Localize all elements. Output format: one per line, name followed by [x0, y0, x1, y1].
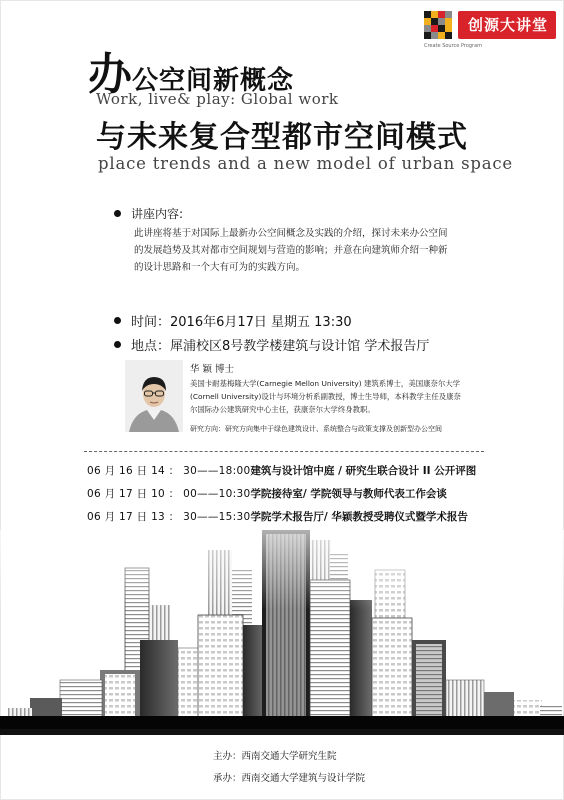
title-line-1-rest: 公空间新概念	[132, 66, 295, 96]
lecture-description	[134, 225, 464, 276]
speaker-photo	[125, 360, 183, 432]
schedule-event: 建筑与设计馆中庭 / 研究生联合设计 II 公开评图	[250, 465, 477, 477]
schedule-row	[87, 486, 476, 509]
lecture-heading-text: 讲座内容:	[131, 207, 184, 221]
lecture-time	[114, 311, 352, 330]
schedule-time: 06 月 17 日 10 ： 00——10:30	[87, 488, 251, 500]
desc-line: 的发展趋势及其对都市空间规划与营造的影响；并意在向建筑师介绍一种新	[134, 245, 448, 256]
schedule-row	[87, 463, 476, 486]
schedule-event: 学院学术报告厅/ 华颖教授受聘仪式暨学术报告	[250, 511, 468, 523]
logo-caption: Create Source Program	[423, 43, 483, 49]
title-line-2: 与未来复合型都市空间模式	[96, 120, 468, 155]
title-line-1-en: Work, live& play: Global work	[96, 90, 339, 108]
footer-bar	[0, 716, 564, 729]
lecture-place-text: 地点：犀浦校区8号教学楼建筑与设计馆 学术报告厅	[131, 339, 430, 354]
brand-chip: 创源大讲堂	[458, 11, 556, 39]
bullet-icon	[114, 210, 121, 217]
lecture-time-text: 时间：2016年6月17日 星期五 13:30	[131, 315, 352, 330]
title-first-char: 办	[88, 49, 132, 100]
host-organizer: 主办：西南交通大学研究生院	[213, 751, 337, 762]
bio-line: 美国卡耐基梅隆大学(Carnegie Mellon University) 建筑系博士，美国康奈尔大学	[190, 379, 461, 388]
desc-line: 此讲座将基于对国际上最新办公空间概念及实践的介绍，探讨未来办公空间	[134, 228, 448, 239]
bio-line: 尔国际办公建筑研究中心主任，获康奈尔大学终身教职。	[190, 404, 375, 414]
speaker-research: 研究方向：研究方向集中于绿色建筑设计、系统整合与政策支撑及创新型办公空间	[190, 425, 442, 433]
speaker-bio	[190, 378, 490, 416]
schedule-event: 学院接待室/ 学院领导与教师代表工作会谈	[250, 488, 447, 500]
schedule	[87, 463, 476, 532]
co-host-organizer: 承办：西南交通大学建筑与设计学院	[213, 773, 366, 784]
bullet-icon	[114, 341, 121, 348]
mosaic-logo-icon	[424, 11, 452, 39]
schedule-time: 06 月 16 日 14 ： 30——18:00	[87, 465, 251, 477]
bullet-icon	[114, 317, 121, 324]
brand-logo	[423, 11, 483, 49]
speaker-portrait-icon	[125, 360, 183, 432]
brand	[423, 8, 556, 49]
speaker-name: 华 颖 博士	[190, 364, 235, 375]
desc-line: 的设计思路和一个大有可为的实践方向。	[134, 262, 306, 273]
lecture-place	[114, 335, 429, 354]
schedule-row	[87, 509, 476, 532]
schedule-time: 06 月 17 日 13 ： 30——15:30	[87, 511, 251, 523]
title-line-2-en: place trends and a new model of urban space	[98, 154, 513, 173]
dashed-divider	[84, 451, 484, 452]
bio-line: (Cornell University)设计与环境分析系副教授，博士生导师，本科教学主任及康奈	[190, 391, 461, 401]
lecture-heading	[114, 205, 183, 222]
city-skyline-illustration	[0, 530, 564, 735]
